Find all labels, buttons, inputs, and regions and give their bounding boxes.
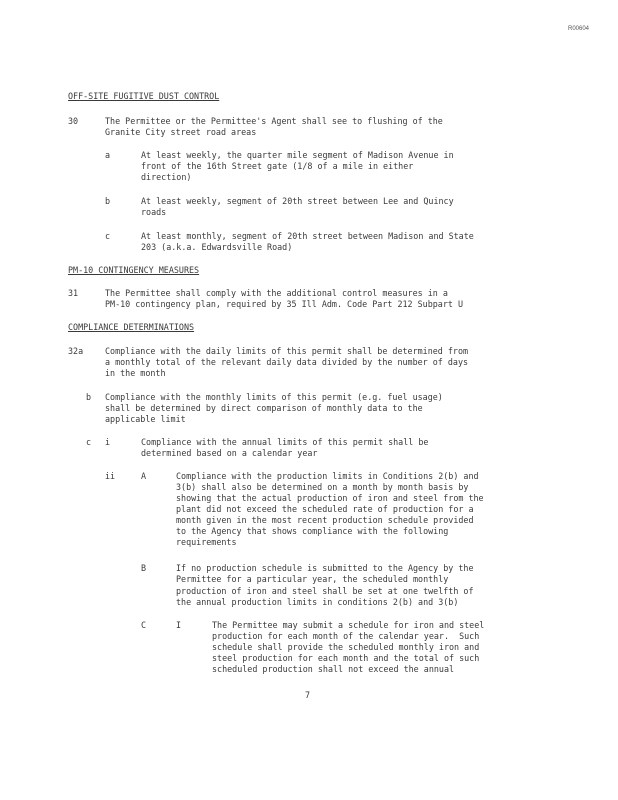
item-marker: b — [105, 196, 111, 206]
condition-number-31: 31 — [68, 288, 79, 298]
item-30b-text: At least weekly, segment of 20th street between Lee and Quincy — [141, 196, 454, 206]
condition-32c-ii-C-text: schedule shall provide the scheduled monthly iron and — [212, 642, 480, 652]
item-marker: i — [105, 437, 111, 447]
item-marker: C — [141, 620, 147, 630]
condition-32c-i-text: Compliance with the annual limits of this permit shall be — [141, 437, 429, 447]
item-marker: I — [176, 620, 182, 630]
item-marker: c — [105, 231, 111, 241]
section-heading-offsite-dust: OFF-SITE FUGITIVE DUST CONTROL — [68, 91, 220, 101]
condition-32b-text: applicable limit — [105, 414, 186, 424]
condition-30-text: Granite City street road areas — [105, 127, 257, 137]
bates-number: R00604 — [568, 26, 590, 32]
page-number: 7 — [305, 690, 311, 700]
condition-32b-text: shall be determined by direct comparison of monthly data to the — [105, 403, 423, 413]
condition-32c-ii-C-text: production for each month of the calendar year. Such — [212, 631, 480, 641]
item-30a-text: front of the 16th Street gate (1/8 of a mile in either — [141, 161, 414, 171]
condition-32c-ii-B-text: Permittee for a particular year, the scheduled monthly — [176, 574, 449, 584]
condition-32c-ii-B-text: If no production schedule is submitted to the Agency by the — [176, 563, 474, 573]
condition-32a-text: Compliance with the daily limits of this permit shall be determined from — [105, 346, 469, 356]
item-marker: c — [86, 437, 92, 447]
condition-32c-ii-C-text: The Permittee may submit a schedule for iron and steel — [212, 620, 485, 630]
item-30b-text: roads — [141, 207, 167, 217]
condition-32c-ii-A-text: Compliance with the production limits in Conditions 2(b) and — [176, 471, 479, 481]
condition-32a-text: in the month — [105, 368, 166, 378]
condition-32c-ii-A-text: showing that the actual production of iron and steel from the — [176, 493, 484, 503]
condition-32c-i-text: determined based on a calendar year — [141, 448, 318, 458]
condition-32c-ii-C-text: steel production for each month and the total of such — [212, 653, 480, 663]
condition-32c-ii-A-text: plant did not exceed the scheduled rate of production for a — [176, 504, 474, 514]
item-marker: B — [141, 563, 147, 573]
condition-32c-ii-A-text: 3(b) shall also be determined on a month by month basis by — [176, 482, 469, 492]
item-marker: A — [141, 471, 147, 481]
condition-32a-text: a monthly total of the relevant daily data divided by the number of days — [105, 357, 469, 367]
condition-32b-text: Compliance with the monthly limits of this permit (e.g. fuel usage) — [105, 392, 443, 402]
condition-30-text: The Permittee or the Permittee's Agent shall see to flushing of the — [105, 116, 443, 126]
item-30a-text: At least weekly, the quarter mile segment of Madison Avenue in — [141, 150, 454, 160]
item-30c-text: At least monthly, segment of 20th street between Madison and State — [141, 231, 474, 241]
section-heading-compliance: COMPLIANCE DETERMINATIONS — [68, 322, 195, 332]
condition-32c-ii-B-text: the annual production limits in conditions 2(b) and 3(b) — [176, 597, 459, 607]
item-marker: a — [105, 150, 111, 160]
item-30c-text: 203 (a.k.a. Edwardsville Road) — [141, 242, 293, 252]
condition-32c-ii-A-text: requirements — [176, 537, 237, 547]
condition-32c-ii-A-text: month given in the most recent production schedule provided — [176, 515, 474, 525]
item-30a-text: direction) — [141, 172, 192, 182]
condition-31-text: The Permittee shall comply with the additional control measures in a — [105, 288, 448, 298]
condition-32c-ii-C-text: scheduled production shall not exceed the annual — [212, 664, 455, 674]
condition-number-32a: 32a — [68, 346, 84, 356]
section-heading-pm10: PM-10 CONTINGENCY MEASURES — [68, 265, 200, 275]
item-marker: b — [86, 392, 92, 402]
condition-number-30: 30 — [68, 116, 79, 126]
condition-32c-ii-B-text: production of iron and steel shall be set at one twelfth of — [176, 586, 474, 596]
condition-31-text: PM-10 contingency plan, required by 35 Ill Adm. Code Part 212 Subpart U — [105, 299, 463, 309]
item-marker: ii — [105, 471, 116, 481]
condition-32c-ii-A-text: to the Agency that shows compliance with the following — [176, 526, 449, 536]
